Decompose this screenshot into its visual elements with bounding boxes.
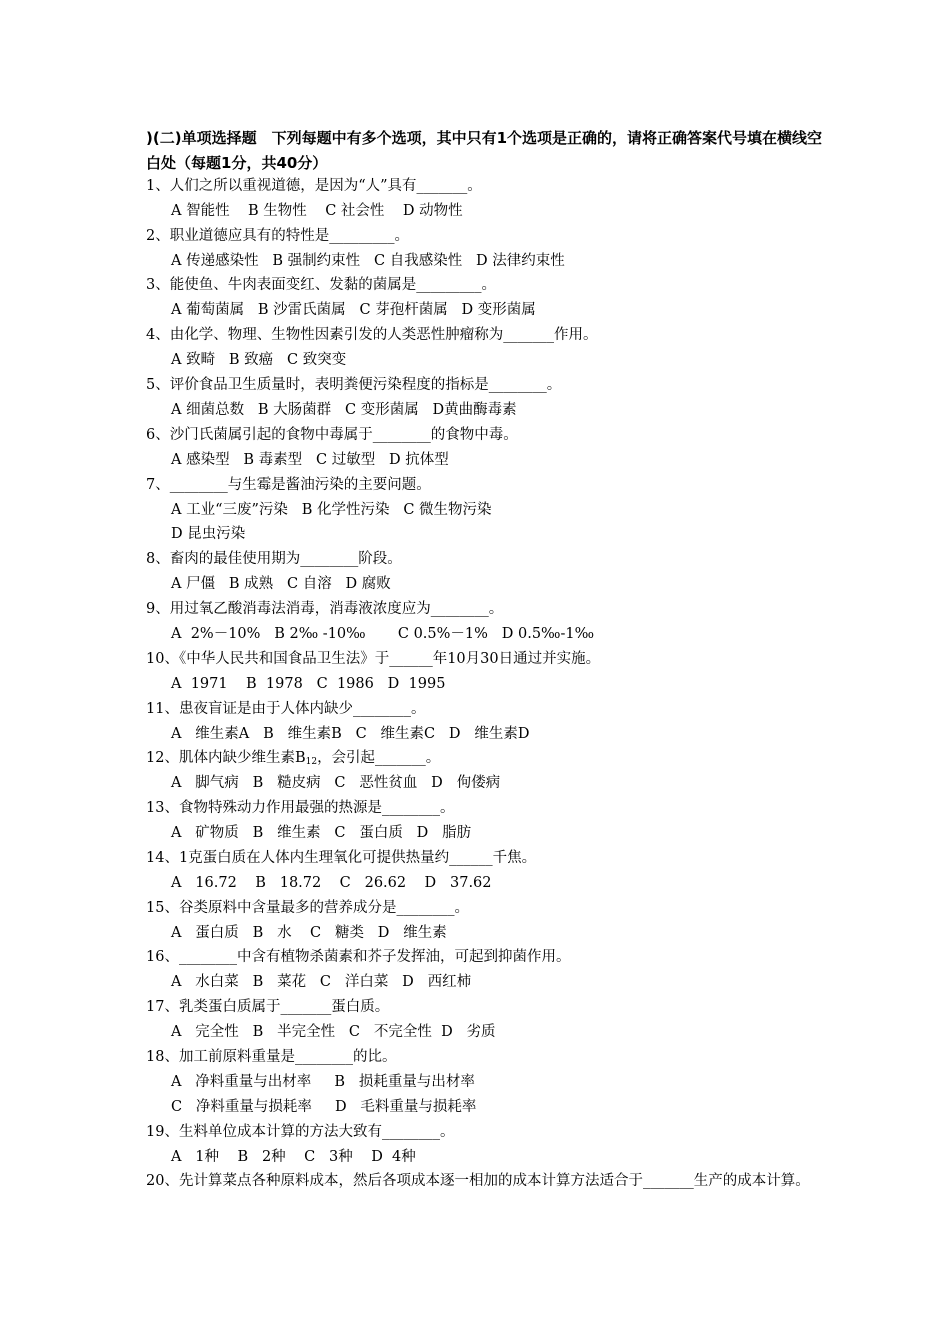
question-7-options: A 工业“三废”污染 B 化学性污染 C 微生物污染 [171, 502, 492, 518]
question-11-options: A 维生素A B 维生素B C 维生素C D 维生素D [171, 726, 530, 742]
question-18-options-cont: C 净料重量与损耗率 D 毛料重量与损耗率 [171, 1099, 477, 1115]
question-2-options: A 传递感染性 B 强制约束性 C 自我感染性 D 法律约束性 [171, 253, 565, 269]
question-7-options-cont: D 昆虫污染 [171, 526, 246, 542]
question-4-options: A 致畸 B 致癌 C 致突变 [171, 352, 347, 368]
vitamin-subscript: 12 [305, 757, 318, 767]
question-12-options: A 脚气病 B 糙皮病 C 恶性贫血 D 佝偻病 [171, 775, 501, 791]
question-19-options: A 1种 B 2种 C 3种 D 4种 [171, 1149, 416, 1165]
question-1-options: A 智能性 B 生物性 C 社会性 D 动物性 [171, 203, 463, 219]
question-11-stem: 11、患夜盲证是由于人体内缺少________。 [146, 701, 426, 717]
question-4-stem: 4、由化学、物理、生物性因素引发的人类恶性肿瘤称为_______作用。 [146, 327, 598, 343]
question-16-options: A 水白菜 B 菜花 C 洋白菜 D 西红柿 [171, 974, 472, 990]
question-14-stem: 14、1克蛋白质在人体内生理氧化可提供热量约______千焦。 [146, 850, 537, 866]
question-16-stem: 16、________中含有植物杀菌素和芥子发挥油，可起到抑菌作用。 [146, 949, 571, 965]
question-18-stem: 18、加工前原料重量是________的比。 [146, 1049, 397, 1065]
question-8-options: A 尸僵 B 成熟 C 自溶 D 腐败 [171, 576, 391, 592]
question-5-options: A 细菌总数 B 大肠菌群 C 变形菌属 D黄曲酶毒素 [171, 402, 517, 418]
question-6-stem: 6、沙门氏菌属引起的食物中毒属于________的食物中毒。 [146, 427, 518, 443]
question-12-stem [146, 748, 826, 768]
question-3-options: A 葡萄菌属 B 沙雷氏菌属 C 芽孢杆菌属 D 变形菌属 [171, 302, 536, 318]
question-1-stem: 1、人们之所以重视道德，是因为“人”具有_______。 [146, 178, 482, 194]
question-6-options: A 感染型 B 毒素型 C 过敏型 D 抗体型 [171, 452, 449, 468]
question-10-stem: 10、《中华人民共和国食品卫生法》于______年10月30日通过并实施。 [146, 651, 601, 667]
question-5-stem: 5、评价食品卫生质量时，表明粪便污染程度的指标是________。 [146, 377, 562, 393]
question-2-stem: 2、职业道德应具有的特性是_________。 [146, 228, 409, 244]
question-7-stem: 7、________与生霉是酱油污染的主要问题。 [146, 477, 431, 493]
question-13-stem: 13、食物特殊动力作用最强的热源是________。 [146, 800, 455, 816]
question-14-options: A 16.72 B 18.72 C 26.62 D 37.62 [171, 875, 492, 891]
question-8-stem: 8、畜肉的最佳使用期为________阶段。 [146, 551, 402, 567]
question-15-stem: 15、谷类原料中含量最多的营养成分是________。 [146, 900, 469, 916]
question-17-stem: 17、乳类蛋白质属于_______蛋白质。 [146, 999, 390, 1015]
question-10-options: A 1971 B 1978 C 1986 D 1995 [171, 676, 446, 692]
question-18-options: A 净料重量与出材率 B 损耗重量与出材率 [171, 1074, 475, 1090]
question-12-stem-a: 12、肌体内缺少维生素B [146, 750, 306, 766]
question-9-stem: 9、用过氧乙酸消毒法消毒，消毒液浓度应为________。 [146, 601, 504, 617]
question-13-options: A 矿物质 B 维生素 C 蛋白质 D 脂肪 [171, 825, 472, 841]
question-20-stem: 20、先计算菜点各种原料成本，然后各项成本逐一相加的成本计算方法适合于_______生产的成本计算。 [146, 1173, 810, 1189]
section-title: )(二)单项选择题 下列每题中有多个选项，其中只有1个选项是正确的，请将正确答案代号填在横线空白处（每题1分，共40分） [146, 129, 823, 172]
question-3-stem: 3、能使鱼、牛肉表面变红、发黏的菌属是_________。 [146, 277, 496, 293]
question-19-stem: 19、生料单位成本计算的方法大致有________。 [146, 1124, 455, 1140]
question-15-options: A 蛋白质 B 水 C 糖类 D 维生素 [171, 925, 447, 941]
question-12-stem-b: ，会引起_______。 [317, 750, 441, 766]
question-17-options: A 完全性 B 半完全性 C 不完全性 D 劣质 [171, 1024, 496, 1040]
question-9-options: A 2%－10% B 2‰ -10‰ C 0.5%－1% D 0.5‰-1‰ [171, 626, 595, 642]
